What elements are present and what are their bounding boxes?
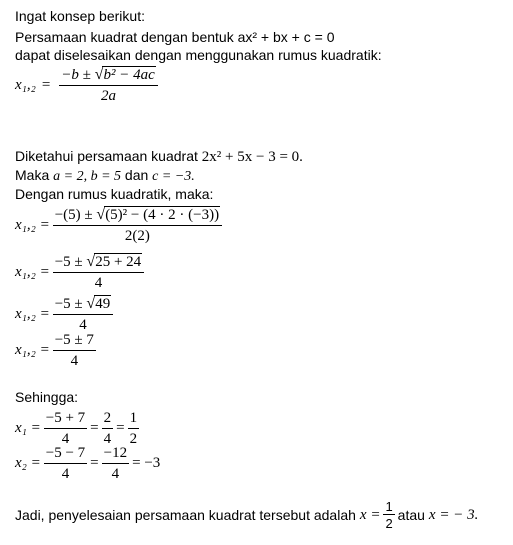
step-4-num: −5 ± 7 — [53, 331, 96, 351]
x1-equals-1: = — [90, 419, 99, 436]
x1-equals-2: = — [116, 419, 125, 436]
step-2 — [15, 253, 147, 291]
step-3-num-prefix: −5 ± — [54, 296, 83, 312]
formula-radicand: b² − 4ac — [103, 67, 155, 83]
conclusion-fraction — [383, 500, 394, 530]
step-1-fraction: −(5) ± √ (5)² − (4 · 2 · (−3)) 2(2) — [53, 206, 222, 244]
x1-f1-den: 4 — [61, 431, 70, 447]
x2-f1-num: −5 − 7 — [44, 444, 87, 464]
step-2-fraction: −5 ± √ 25 + 24 4 — [53, 253, 144, 291]
x1-f3-num: 1 — [128, 409, 140, 429]
step-3-den: 4 — [79, 317, 87, 333]
step-2-lhs: x₁,₂ = — [15, 263, 50, 280]
step-4-lhs: x₁,₂ = — [15, 341, 50, 358]
intro-line-2: dapat diselesaikan dengan menggunakan rumus kuadratik: — [15, 47, 382, 63]
x2-result: = −3 — [132, 454, 161, 471]
step-3-fraction: −5 ± √ 49 4 — [53, 295, 113, 333]
conclusion-atau: atau — [397, 507, 425, 523]
x1-f3-den: 2 — [129, 431, 138, 447]
step-4-den: 4 — [70, 353, 79, 369]
x1-fraction-1 — [44, 409, 87, 447]
x2-solution — [15, 444, 160, 482]
formula-lhs: x₁,₂ — [15, 76, 36, 93]
x1-fraction-2 — [102, 409, 114, 447]
known-line-3: Dengan rumus kuadratik, maka: — [15, 186, 214, 202]
x2-fraction-1 — [44, 444, 87, 482]
step-3-radicand: 49 — [95, 296, 111, 312]
step-1 — [15, 206, 225, 244]
step-2-den: 4 — [94, 275, 103, 291]
intro-heading: Ingat konsep berikut: — [15, 8, 145, 24]
x1-solution — [15, 409, 142, 447]
quadratic-formula: x₁,₂ = −b ± √ b² − 4ac 2a — [15, 66, 161, 104]
step-2-num-prefix: −5 ± — [54, 254, 83, 270]
step-1-num-prefix: −(5) ± — [54, 207, 93, 223]
conclusion-frac-den: 2 — [385, 516, 393, 531]
conclusion-frac-num: 1 — [385, 499, 393, 514]
known-text: Diketahui persamaan kuadrat — [15, 148, 198, 164]
x2-f2-num: −12 — [102, 444, 129, 464]
known-line-1 — [15, 148, 303, 165]
step-3-lhs: x₁,₂ = — [15, 305, 50, 322]
x1-lhs: x₁ = — [15, 419, 41, 436]
known-equation: 2x² + 5x − 3 = 0. — [201, 149, 303, 165]
known-dan: dan — [124, 167, 149, 183]
x1-f2-den: 4 — [103, 431, 112, 447]
step-1-radicand: (5)² − (4 · 2 · (−3)) — [105, 207, 220, 223]
formula-fraction: −b ± √ b² − 4ac 2a — [59, 66, 157, 104]
step-4 — [15, 331, 99, 369]
conclusion-x-eq-1: x = — [359, 506, 381, 523]
conclusion — [15, 500, 478, 530]
step-4-fraction — [53, 331, 96, 369]
known-ab: a = 2, b = 5 — [53, 169, 122, 184]
x2-f2-den: 4 — [111, 466, 120, 482]
conclusion-x-eq-2: x = − 3. — [428, 506, 479, 523]
x1-fraction-3 — [128, 409, 140, 447]
sehingga-label: Sehingga: — [15, 389, 79, 405]
step-1-den: 2(2) — [124, 228, 150, 244]
known-maka: Maka — [15, 167, 50, 183]
known-c: c = −3. — [152, 169, 195, 184]
conclusion-text-a: Jadi, penyelesaian persamaan kuadrat tersebut adalah — [15, 507, 356, 523]
formula-den: 2a — [101, 88, 117, 104]
intro-line-1: Persamaan kuadrat dengan bentuk ax² + bx + c = 0 — [15, 29, 335, 45]
x2-f1-den: 4 — [61, 466, 70, 482]
x2-equals-1: = — [90, 454, 99, 471]
x2-lhs: x₂ = — [15, 454, 41, 471]
step-2-radicand: 25 + 24 — [95, 254, 142, 270]
known-line-2 — [15, 167, 195, 185]
step-1-lhs: x₁,₂ = — [15, 216, 50, 233]
x1-f2-num: 2 — [102, 409, 114, 429]
formula-num-prefix: −b ± — [61, 67, 91, 83]
x2-fraction-2 — [102, 444, 129, 482]
x1-f1-num: −5 + 7 — [44, 409, 87, 429]
step-3 — [15, 295, 116, 333]
